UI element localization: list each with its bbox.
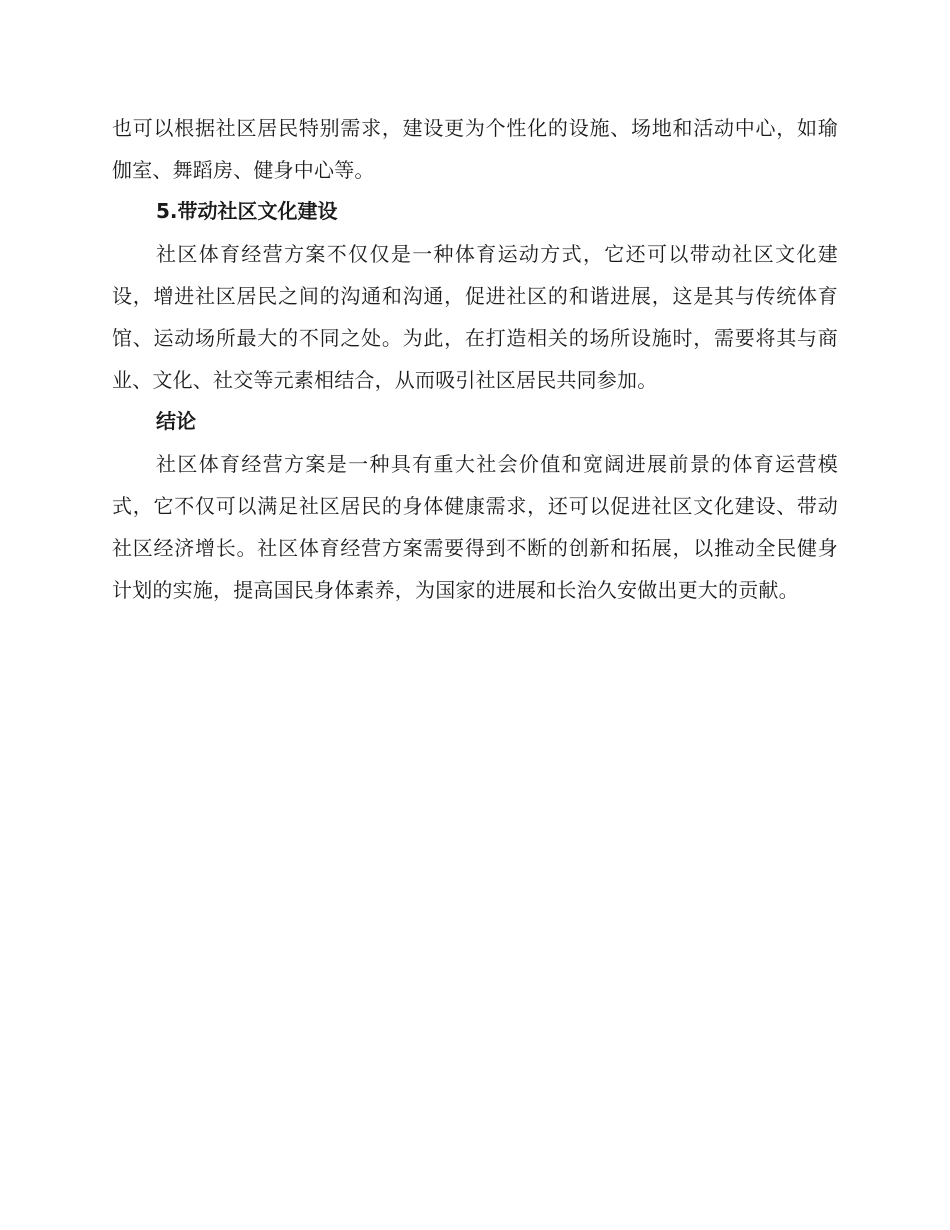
- paragraph-continued: 也可以根据社区居民特别需求，建设更为个性化的设施、场地和活动中心，如瑜伽室、舞蹈房、健身中心等。: [112, 116, 838, 182]
- section-heading-culture: 5.带动社区文化建设: [156, 199, 338, 223]
- document-body: [112, 107, 838, 611]
- paragraph-conclusion: 社区体育经营方案是一种具有重大社会价值和宽阔进展前景的体育运营模式，它不仅可以满足社区居民的身体健康需求，还可以促进社区文化建设、带动社区经济增长。社区体育经营方案需要得到不断的创新和拓展，以推动全民健身计划的实施，提高国民身体素养，为国家的进展和长治久安做出更大的贡献。: [112, 452, 838, 602]
- paragraph-culture: 社区体育经营方案不仅仅是一种体育运动方式，它还可以带动社区文化建设，增进社区居民之间的沟通和沟通，促进社区的和谐进展，这是其与传统体育馆、运动场所最大的不同之处。为此，在打造相关的场所设施时，需要将其与商业、文化、社交等元素相结合，从而吸引社区居民共同参加。: [112, 242, 838, 392]
- section-heading-conclusion: 结论: [156, 409, 196, 433]
